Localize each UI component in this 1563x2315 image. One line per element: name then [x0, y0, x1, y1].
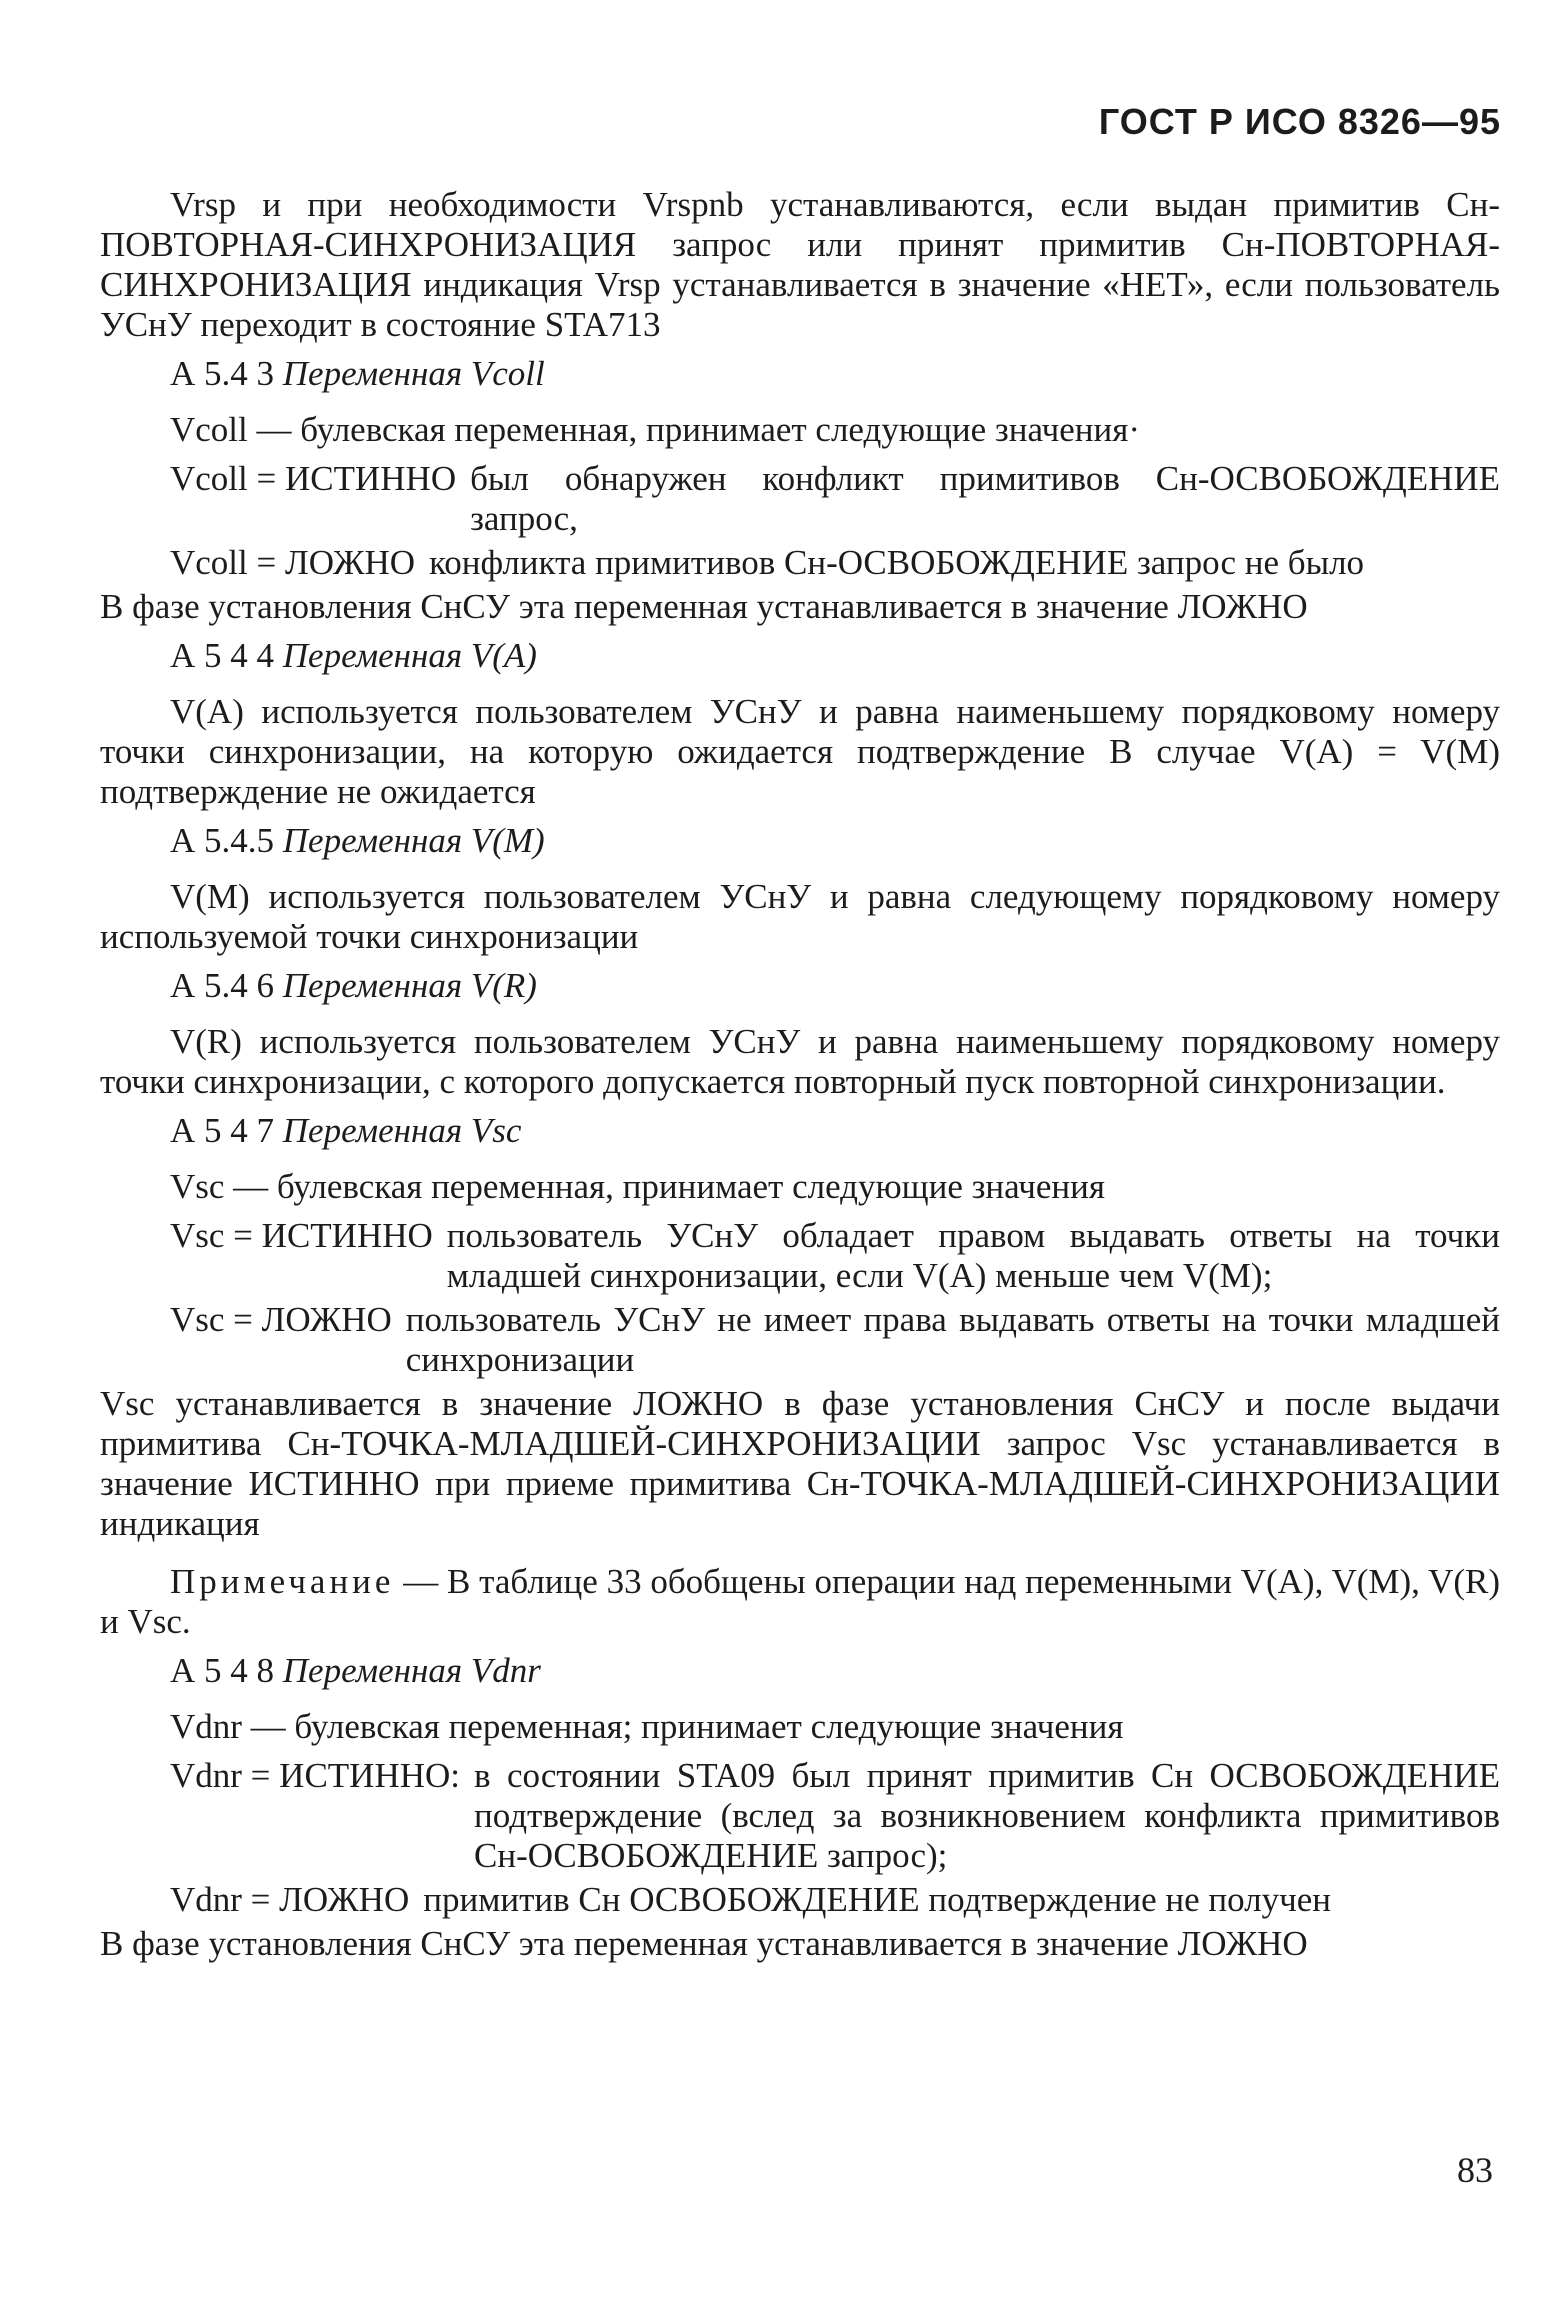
document-code: ГОСТ Р ИСО 8326—95	[1098, 101, 1501, 142]
section-title: Переменная Vcoll	[282, 354, 545, 393]
section-number: А 5 4 7	[170, 1111, 275, 1150]
definition-term: Vdnr = ИСТИННО:	[170, 1756, 460, 1795]
section-heading-va	[170, 636, 1500, 676]
section-heading-vr	[170, 966, 1500, 1006]
definition-item	[170, 1880, 1500, 1920]
definition-item	[170, 1756, 1500, 1876]
definition-text: пользователь УСнУ обладает правом выдавать ответы на точки младшей синхронизации, если V(A) меньше чем V(M);	[446, 1216, 1500, 1295]
section-paragraph: V(A) используется пользователем УСнУ и равна наименьшему порядковому номеру точки синхронизации, на которую ожидается подтверждение В случае V(A) = V(M) подтверждение не ожидается	[100, 692, 1500, 811]
section-title: Переменная V(A)	[282, 636, 537, 675]
section-number: А 5 4 8	[170, 1651, 275, 1690]
section-number: А 5.4 6	[170, 966, 275, 1005]
definition-item	[170, 1216, 1500, 1296]
section-heading-vcoll	[170, 354, 1500, 394]
page-body	[100, 185, 1500, 1973]
section-heading-vsc	[170, 1111, 1500, 1151]
section-number: А 5 4 4	[170, 636, 275, 675]
definition-item	[170, 459, 1500, 539]
definition-text: примитив Сн ОСВОБОЖДЕНИЕ подтверждение не получен	[423, 1880, 1331, 1919]
definition-text: конфликта примитивов Сн-ОСВОБОЖДЕНИЕ запрос не было	[429, 543, 1365, 582]
definition-lead: Vsc — булевская переменная, принимает следующие значения	[170, 1167, 1105, 1206]
definition-lead: Vdnr — булевская переменная; принимает следующие значения	[170, 1707, 1124, 1746]
definition-term: Vcoll = ЛОЖНО	[170, 543, 416, 582]
definition-term: Vdnr = ЛОЖНО	[170, 1880, 410, 1919]
note-paragraph	[100, 1562, 1500, 1642]
section-number: А 5.4.5	[170, 821, 275, 860]
section-title: Переменная V(R)	[282, 966, 537, 1005]
closing-paragraph: Vsc устанавливается в значение ЛОЖНО в фазе установления СнСУ и после выдачи примитива Сн-ТОЧКА-МЛАДШЕЙ-СИНХРОНИЗАЦИИ запрос Vsc устанавливается в значение ИСТИННО при приеме примитива Сн-ТОЧКА-МЛАДШЕЙ-СИНХРОНИЗАЦИИ индикация	[100, 1384, 1500, 1543]
closing-paragraph: В фазе установления СнСУ эта переменная устанавливается в значение ЛОЖНО	[100, 1924, 1308, 1963]
section-title: Переменная Vdnr	[282, 1651, 541, 1690]
section-heading-vm	[170, 821, 1500, 861]
note-text: — В таблице 33 обобщены операции над переменными V(A), V(M), V(R) и Vsc.	[100, 1562, 1501, 1641]
definition-text: был обнаружен конфликт примитивов Сн-ОСВОБОЖДЕНИЕ запрос,	[470, 459, 1500, 538]
page-number: 83	[1457, 2150, 1493, 2190]
section-paragraph: V(R) используется пользователем УСнУ и равна наименьшему порядковому номеру точки синхронизации, с которого допускается повторный пуск повторной синхронизации.	[100, 1022, 1500, 1101]
section-number: А 5.4 3	[170, 354, 275, 393]
definition-item	[170, 1300, 1500, 1380]
definition-item	[170, 543, 1500, 583]
definition-term: Vcoll = ИСТИННО	[170, 459, 457, 498]
note-label: Примечание	[170, 1562, 395, 1601]
definition-text: пользователь УСнУ не имеет права выдавать ответы на точки младшей синхронизации	[405, 1300, 1500, 1379]
section-title: Переменная V(M)	[282, 821, 545, 860]
definition-term: Vsc = ЛОЖНО	[170, 1300, 392, 1339]
definition-term: Vsc = ИСТИННО	[170, 1216, 433, 1255]
definition-lead: Vcoll — булевская переменная, принимает следующие значения·	[170, 410, 1140, 449]
closing-paragraph: В фазе установления СнСУ эта переменная устанавливается в значение ЛОЖНО	[100, 587, 1308, 626]
section-paragraph: V(M) используется пользователем УСнУ и равна следующему порядковому номеру используемой точки синхронизации	[100, 877, 1500, 956]
definition-text: в состоянии STA09 был принят примитив Сн ОСВОБОЖДЕНИЕ подтверждение (вслед за возникновением конфликта примитивов Сн-ОСВОБОЖДЕНИЕ запрос);	[474, 1756, 1500, 1875]
intro-paragraph: Vrsp и при необходимости Vrspnb устанавливаются, если выдан примитив Сн-ПОВТОРНАЯ-СИНХРОНИЗАЦИЯ запрос или принят примитив Сн-ПОВТОРНАЯ-СИНХРОНИЗАЦИЯ индикация Vrsp устанавливается в значение «НЕТ», если пользователь УСнУ переходит в состояние STA713	[100, 185, 1500, 344]
section-title: Переменная Vsc	[282, 1111, 522, 1150]
section-heading-vdnr	[170, 1651, 1500, 1691]
